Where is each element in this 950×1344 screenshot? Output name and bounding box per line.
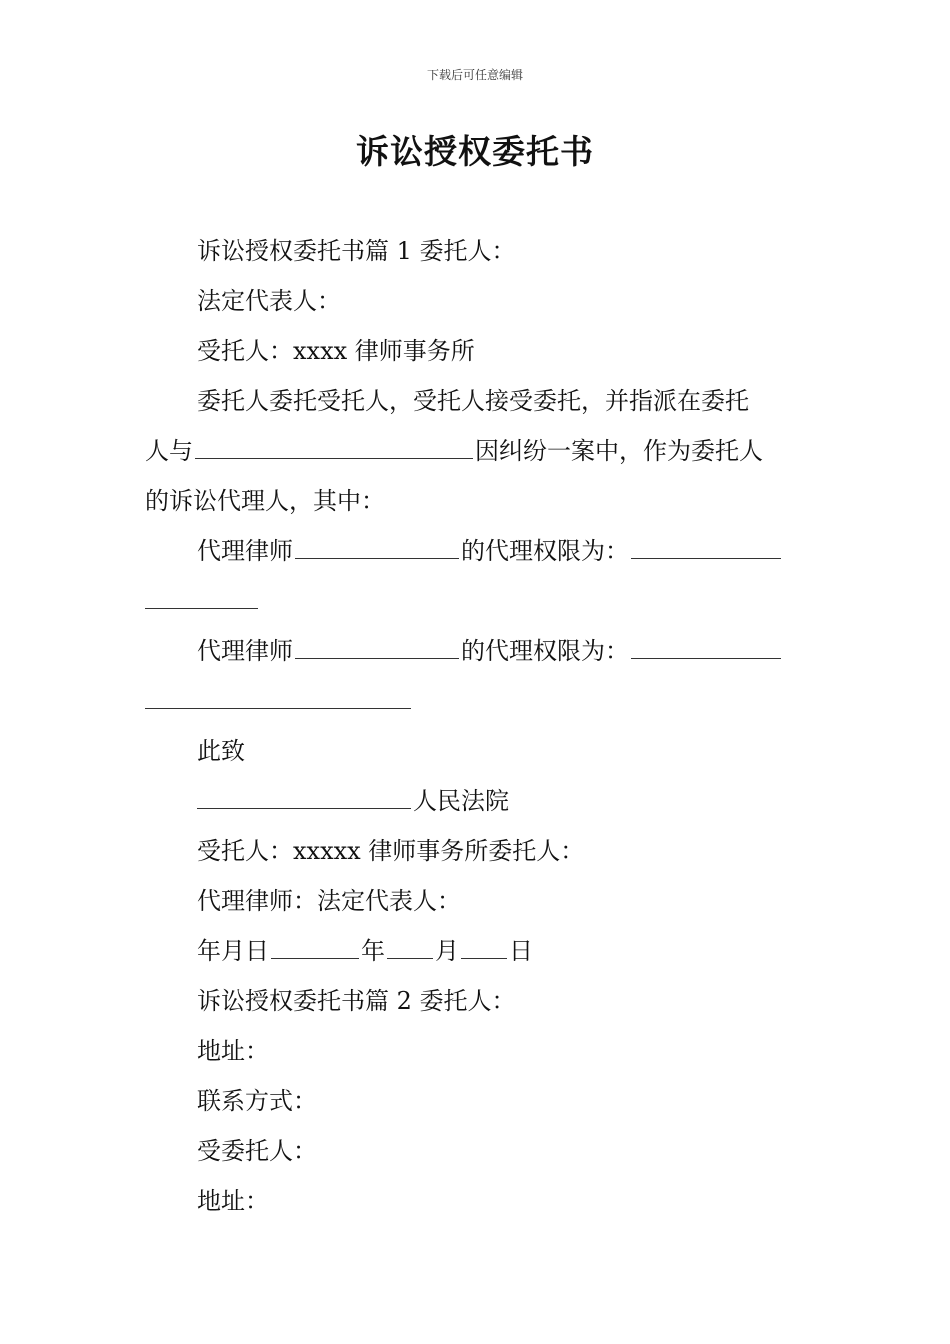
paragraph-line: 诉讼授权委托书篇 1 委托人： <box>197 237 516 265</box>
fill-blank-lawyer-1 <box>295 526 459 559</box>
paragraph-line <box>145 776 807 826</box>
line-text: 因纠纷一案中，作为委托人 <box>475 437 763 465</box>
paragraph-line: 受委托人： <box>197 1137 317 1165</box>
line-text: 的代理权限为： <box>461 537 629 565</box>
line-text: 人与 <box>145 437 193 465</box>
paragraph-line: 法定代表人： <box>197 287 341 315</box>
fill-blank-year <box>271 926 359 959</box>
document-title: 诉讼授权委托书 <box>356 132 594 171</box>
fill-blank-authority-2 <box>631 626 781 659</box>
blank-rule <box>145 608 258 609</box>
paragraph-line <box>145 526 807 576</box>
fill-blank-authority-1 <box>631 526 781 559</box>
paragraph-line: 的诉讼代理人，其中： <box>145 487 385 515</box>
fill-blank-dispute <box>195 426 473 459</box>
paragraph-line: 联系方式： <box>197 1087 317 1115</box>
paragraph-line: 受托人：xxxxx 律师事务所委托人： <box>197 837 585 865</box>
paragraph-line: 此致 <box>197 737 245 765</box>
fill-blank-month <box>387 926 433 959</box>
paragraph-line: 地址： <box>197 1037 269 1065</box>
paragraph-line <box>145 926 807 976</box>
line-text: 年 <box>361 937 385 965</box>
line-text: 日 <box>509 937 533 965</box>
paragraph-line <box>145 626 807 676</box>
line-text: 代理律师 <box>197 637 293 665</box>
line-text: 月 <box>435 937 459 965</box>
line-text: 的代理权限为： <box>461 637 629 665</box>
paragraph-line: 地址： <box>197 1187 269 1215</box>
fill-blank-continuation-1 <box>145 576 807 626</box>
line-text: 人民法院 <box>413 787 509 815</box>
paragraph-line: 受托人：xxxx 律师事务所 <box>197 337 475 365</box>
paragraph-line: 委托人委托受托人，受托人接受委托，并指派在委托 <box>197 387 749 415</box>
line-text: 年月日 <box>197 937 269 965</box>
document-body <box>145 226 807 1226</box>
blank-rule <box>145 708 411 709</box>
fill-blank-day <box>461 926 507 959</box>
fill-blank-lawyer-2 <box>295 626 459 659</box>
fill-blank-continuation-2 <box>145 676 807 726</box>
paragraph-line: 代理律师：法定代表人： <box>197 887 461 915</box>
fill-blank-court <box>197 776 411 809</box>
paragraph-line: 诉讼授权委托书篇 2 委托人： <box>197 987 516 1015</box>
paragraph-line <box>145 426 807 476</box>
line-text: 代理律师 <box>197 537 293 565</box>
header-note: 下载后可任意编辑 <box>426 68 523 82</box>
